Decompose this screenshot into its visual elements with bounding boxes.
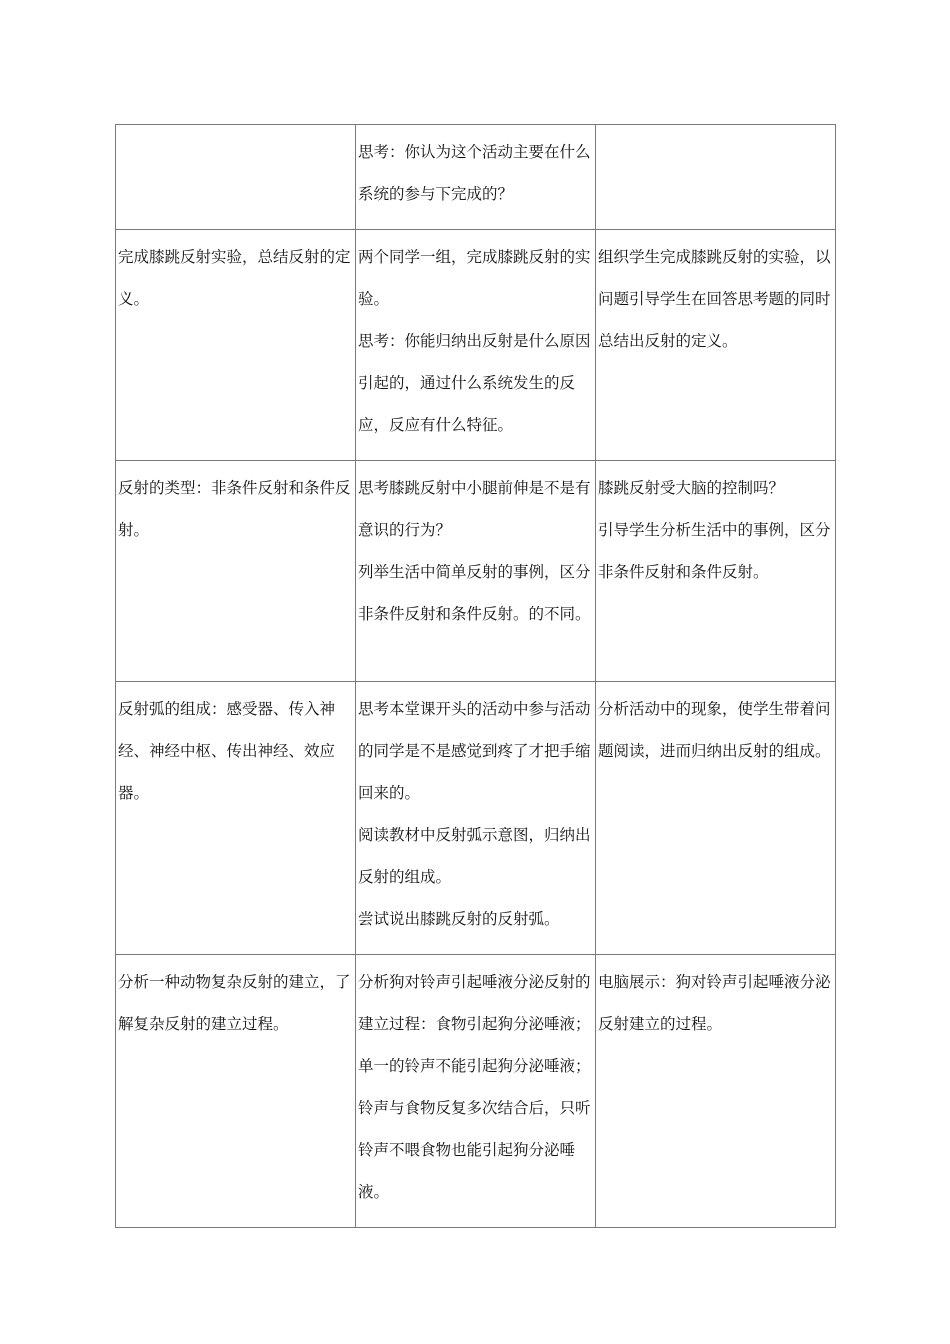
teacher-activity-cell bbox=[596, 230, 836, 461]
cell-paragraph: 分析一种动物复杂反射的建立，了解复杂反射的建立过程。 bbox=[118, 973, 351, 1033]
cell-paragraph: 电脑展示：狗对铃声引起唾液分泌反射建立的过程。 bbox=[598, 973, 831, 1033]
cell-paragraph: 思考膝跳反射中小腿前伸是不是有意识的行为？ bbox=[358, 479, 591, 539]
teacher-activity-cell bbox=[596, 461, 836, 682]
cell-paragraph: 列举生活中简单反射的事例，区分非条件反射和条件反射。的不同。 bbox=[358, 563, 591, 623]
table-row bbox=[116, 461, 836, 682]
cell-paragraph: 两个同学一组，完成膝跳反射的实验。 bbox=[358, 248, 591, 308]
student-activity-cell bbox=[356, 461, 596, 682]
teacher-activity-cell bbox=[596, 682, 836, 955]
cell-paragraph: 分析狗对铃声引起唾液分泌反射的建立过程：食物引起狗分泌唾液；单一的铃声不能引起狗分泌唾液；铃声与食物反复多次结合后，只听铃声不喂食物也能引起狗分泌唾液。 bbox=[358, 973, 591, 1201]
lesson-plan-table bbox=[115, 124, 836, 1228]
teacher-activity-cell bbox=[596, 125, 836, 230]
cell-paragraph: 分析活动中的现象，使学生带着问题阅读，进而归纳出反射的组成。 bbox=[598, 700, 831, 760]
student-activity-cell bbox=[356, 682, 596, 955]
cell-paragraph: 思考：你能归纳出反射是什么原因引起的，通过什么系统发生的反应，反应有什么特征。 bbox=[358, 332, 591, 434]
cell-paragraph: 膝跳反射受大脑的控制吗？ bbox=[598, 479, 785, 497]
cell-paragraph: 思考：你认为这个活动主要在什么系统的参与下完成的？ bbox=[358, 143, 591, 203]
student-activity-cell bbox=[356, 125, 596, 230]
table-row bbox=[116, 682, 836, 955]
student-activity-cell bbox=[356, 230, 596, 461]
table-row bbox=[116, 230, 836, 461]
content-cell bbox=[116, 230, 356, 461]
teacher-activity-cell bbox=[596, 955, 836, 1228]
cell-paragraph: 反射弧的组成：感受器、传入神经、神经中枢、传出神经、效应器。 bbox=[118, 700, 336, 802]
content-cell bbox=[116, 682, 356, 955]
cell-paragraph: 思考本堂课开头的活动中参与活动的同学是不是感觉到疼了才把手缩回来的。 bbox=[358, 700, 591, 802]
content-cell bbox=[116, 461, 356, 682]
table-row bbox=[116, 125, 836, 230]
cell-paragraph: 阅读教材中反射弧示意图，归纳出反射的组成。 bbox=[358, 826, 591, 886]
cell-paragraph: 组织学生完成膝跳反射的实验，以问题引导学生在回答思考题的同时总结出反射的定义。 bbox=[598, 248, 831, 350]
content-cell bbox=[116, 125, 356, 230]
content-cell bbox=[116, 955, 356, 1228]
student-activity-cell bbox=[356, 955, 596, 1228]
table-row bbox=[116, 955, 836, 1228]
cell-paragraph: 尝试说出膝跳反射的反射弧。 bbox=[358, 910, 560, 928]
cell-paragraph: 引导学生分析生活中的事例，区分非条件反射和条件反射。 bbox=[598, 521, 831, 581]
cell-paragraph: 反射的类型：非条件反射和条件反射。 bbox=[118, 479, 351, 539]
cell-paragraph: 完成膝跳反射实验，总结反射的定义。 bbox=[118, 248, 351, 308]
